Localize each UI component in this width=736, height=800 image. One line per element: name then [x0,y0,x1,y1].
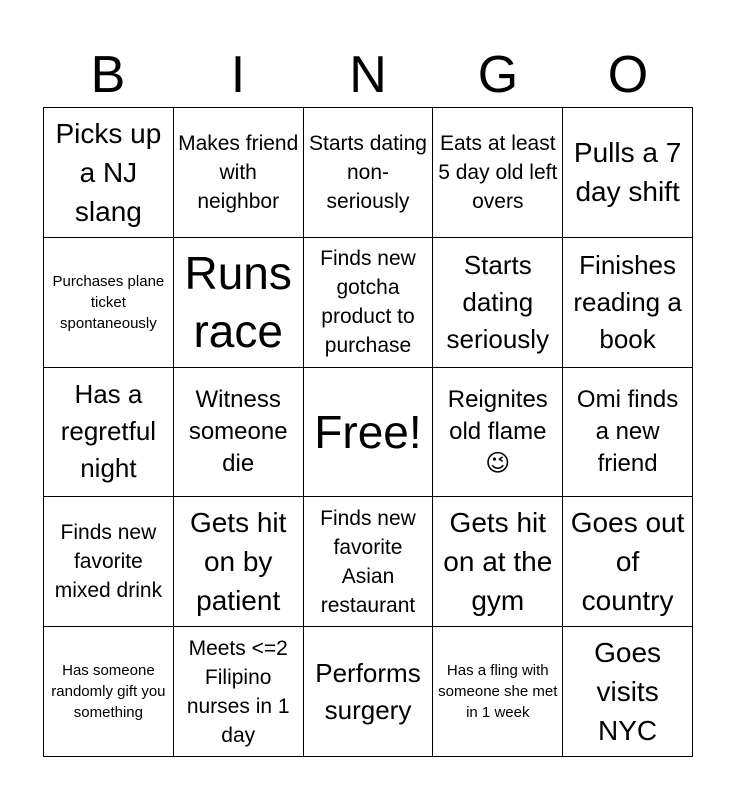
bingo-cell-r2-c1[interactable] [44,238,174,368]
bingo-cell-r4-c1[interactable] [44,497,174,627]
bingo-cell-text: Eats at least 5 day old left overs [438,131,558,213]
bingo-cell-r1-c3[interactable] [304,108,434,238]
bingo-cell-text: Goes visits NYC [594,637,662,747]
bingo-cell-text: Reignites old flame 😉 [447,385,548,477]
bingo-cell-r2-c5[interactable] [563,238,693,368]
bingo-cell-text: Witness someone die [188,385,288,477]
bingo-cell-text: Gets hit on by patient [189,507,287,617]
bingo-cell-text: Has a fling with someone she met in 1 week [438,662,558,722]
header-letter-n: N [349,46,387,104]
bingo-cell-r3-c3-free[interactable] [304,368,434,498]
bingo-cell-r3-c4[interactable] [433,368,563,498]
header-letter-i: I [230,46,246,104]
bingo-cell-text: Meets <=2 Filipino nurses in 1 day [186,636,290,747]
bingo-cell-r4-c5[interactable] [563,497,693,627]
bingo-cell-r2-c2[interactable] [174,238,304,368]
bingo-cell-text: Has a regretful night [60,379,157,484]
bingo-cell-text: Runs race [184,247,292,358]
bingo-cell-text: Finishes reading a book [573,249,682,354]
bingo-cell-text: Makes friend with neighbor [178,131,299,213]
bingo-cell-r4-c4[interactable] [433,497,563,627]
bingo-cell-r2-c3[interactable] [304,238,434,368]
header-letter-g: G [477,46,519,104]
bingo-cell-text: Picks up a NJ slang [55,117,162,227]
bingo-cell-text: Starts dating non-seriously [309,131,427,213]
header-letter-b: B [90,46,126,104]
bingo-cell-r4-c2[interactable] [174,497,304,627]
bingo-cell-text: Finds new gotcha product to purchase [320,247,416,358]
bingo-cell-r5-c2[interactable] [174,627,304,757]
bingo-grid [43,107,693,757]
bingo-cell-text: Has someone randomly gift you something [51,662,166,722]
bingo-cell-text: Purchases plane ticket spontaneously [52,272,165,332]
bingo-cell-r5-c5[interactable] [563,627,693,757]
header-letter-o: O [607,46,649,104]
bingo-cell-r3-c5[interactable] [563,368,693,498]
bingo-cell-text: Omi finds a new friend [576,385,679,477]
bingo-cell-r4-c3[interactable] [304,497,434,627]
bingo-cell-r1-c5[interactable] [563,108,693,238]
bingo-header [43,42,693,108]
bingo-cell-text: Gets hit on at the gym [443,507,553,617]
bingo-cell-r3-c2[interactable] [174,368,304,498]
bingo-cell-text: Goes out of country [570,507,685,617]
bingo-cell-r1-c4[interactable] [433,108,563,238]
bingo-cell-r5-c4[interactable] [433,627,563,757]
bingo-cell-text: Performs surgery [315,657,421,725]
bingo-cell-r1-c1[interactable] [44,108,174,238]
free-space-text: Free! [314,405,422,458]
bingo-cell-r5-c3[interactable] [304,627,434,757]
bingo-cell-r5-c1[interactable] [44,627,174,757]
bingo-cell-r1-c2[interactable] [174,108,304,238]
bingo-cell-text: Pulls a 7 day shift [573,137,682,208]
bingo-cell-text: Starts dating seriously [446,249,550,354]
bingo-cell-r3-c1[interactable] [44,368,174,498]
bingo-cell-text: Finds new favorite mixed drink [54,521,163,603]
bingo-cell-text: Finds new favorite Asian restaurant [320,506,416,617]
bingo-cell-r2-c4[interactable] [433,238,563,368]
